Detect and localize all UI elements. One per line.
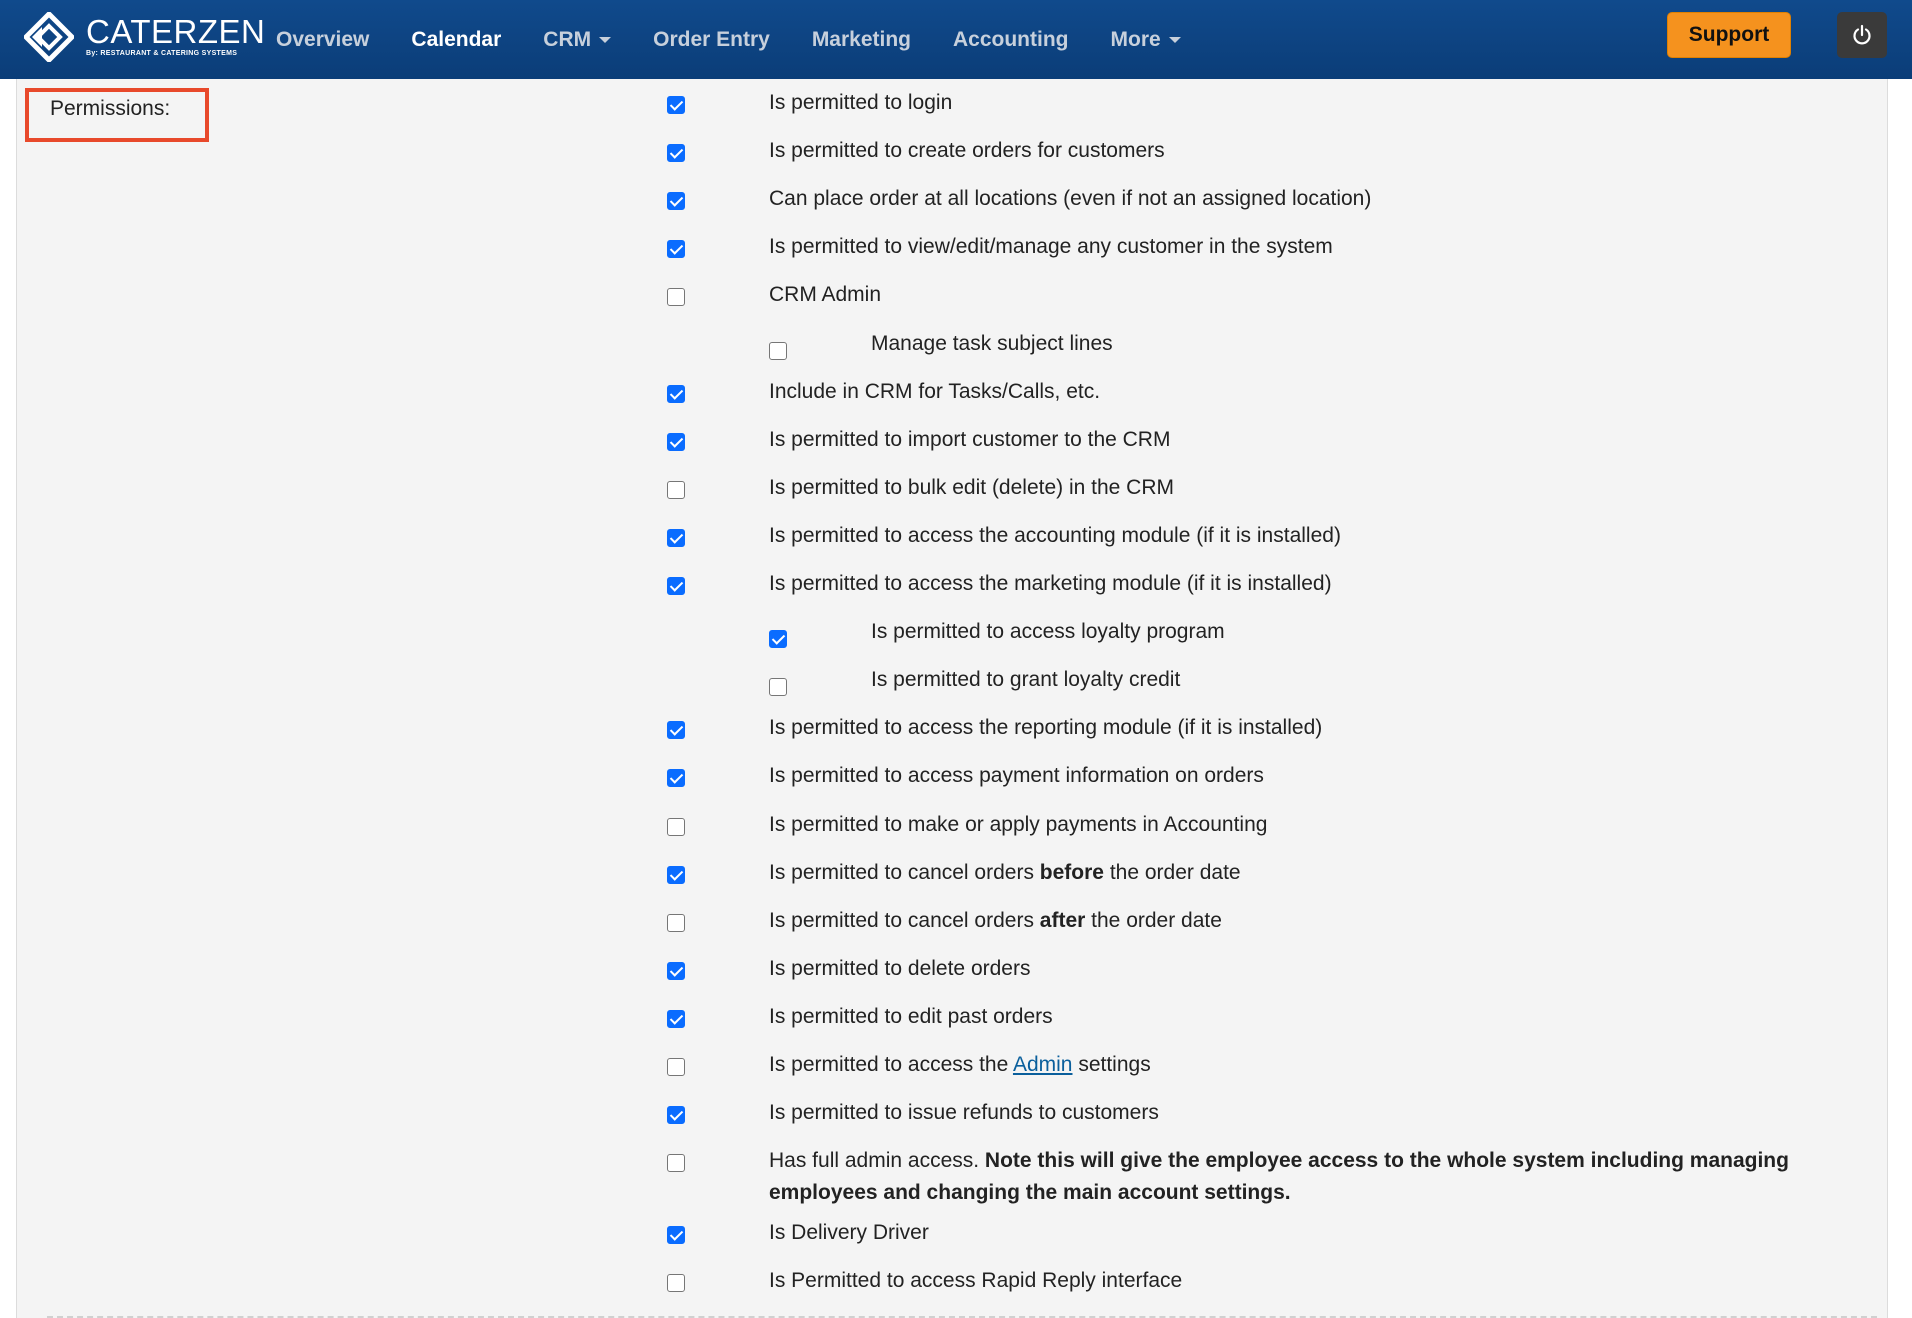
permission-label: Can place order at all locations (even if not an assigned location) <box>769 187 1372 211</box>
permission-label-part: settings <box>1072 1053 1151 1076</box>
permission-checkbox-checked[interactable] <box>667 433 685 451</box>
permission-checkbox-checked[interactable] <box>667 192 685 210</box>
permission-checkbox-unchecked[interactable] <box>667 1274 685 1292</box>
permission-label: Is permitted to login <box>769 91 953 114</box>
admin-link[interactable]: Admin <box>1012 1053 1073 1076</box>
permission-label: Is permitted to access the reporting module (if it is installed) <box>769 716 1323 740</box>
permission-label-part: the order date <box>1085 908 1222 932</box>
permission-checkbox-checked[interactable] <box>667 1010 685 1028</box>
permission-row <box>17 561 1889 609</box>
main-nav <box>276 0 1223 79</box>
permission-row <box>17 224 1889 272</box>
permission-checkbox-checked[interactable] <box>667 866 685 884</box>
permission-label: Is permitted to issue refunds to customers <box>769 1101 1159 1125</box>
permission-label-part: Is permitted to cancel orders <box>769 908 1040 932</box>
nav-item-accounting[interactable] <box>953 28 1069 52</box>
permission-label-emphasis: after <box>1039 908 1086 932</box>
permission-checkbox-unchecked[interactable] <box>667 914 685 932</box>
nav-item-marketing[interactable] <box>812 28 911 52</box>
permission-row <box>17 128 1889 176</box>
permission-checkbox-checked[interactable] <box>667 240 685 258</box>
support-button[interactable]: Support <box>1667 12 1791 58</box>
permission-label: Is Permitted to access Rapid Reply interface <box>769 1269 1183 1293</box>
permission-row <box>17 1138 1889 1205</box>
permission-label: Include in CRM for Tasks/Calls, etc. <box>769 379 1101 403</box>
permission-row <box>17 705 1889 753</box>
permission-label: CRM Admin <box>769 283 882 307</box>
permission-checkbox-checked[interactable] <box>667 577 685 595</box>
permission-checkbox-unchecked[interactable] <box>667 1058 685 1076</box>
permission-checkbox-checked[interactable] <box>667 1226 685 1244</box>
permission-row <box>17 513 1889 561</box>
permission-label-emphasis: Note this will give the employee access to the whole system including managing employees and changing the main account settings. <box>769 1149 1789 1205</box>
permission-label-part: Is permitted to cancel orders <box>769 860 1040 884</box>
permission-label <box>769 857 1241 889</box>
permission-label <box>769 905 1222 937</box>
permission-checkbox-unchecked[interactable] <box>667 1154 685 1172</box>
permission-row <box>17 80 1889 128</box>
permission-checkbox-unchecked[interactable] <box>769 678 787 696</box>
power-button[interactable] <box>1837 12 1887 58</box>
permission-checkbox-checked[interactable] <box>667 96 685 114</box>
nav-item-label: Order Entry <box>653 27 770 51</box>
permission-row <box>17 1042 1889 1090</box>
top-navbar <box>0 0 1912 79</box>
caret-down-icon <box>1169 37 1181 43</box>
permission-checkbox-checked[interactable] <box>667 1106 685 1124</box>
permission-label: Is permitted to access the marketing module (if it is installed) <box>769 572 1332 595</box>
permission-label-part: Has full admin access. <box>769 1149 985 1173</box>
permission-label-part: the order date <box>1103 860 1241 884</box>
nav-item-label: CRM <box>543 27 592 51</box>
permission-label: Is permitted to make or apply payments in Accounting <box>769 812 1268 836</box>
permission-row <box>17 1258 1889 1306</box>
nav-item-more[interactable] <box>1111 28 1181 52</box>
permission-label: Is Delivery Driver <box>769 1221 929 1245</box>
permission-label: Is permitted to delete orders <box>769 956 1031 980</box>
permission-row <box>17 753 1889 801</box>
nav-item-label: Overview <box>276 27 370 51</box>
permission-label: Manage task subject lines <box>871 331 1113 355</box>
permission-row <box>17 657 1889 705</box>
permission-row <box>17 369 1889 417</box>
permission-checkbox-checked[interactable] <box>667 385 685 403</box>
nav-item-order-entry[interactable] <box>653 28 770 52</box>
permission-label <box>769 1145 1869 1209</box>
permission-checkbox-checked[interactable] <box>667 962 685 980</box>
permission-row <box>17 850 1889 898</box>
nav-item-overview[interactable] <box>276 28 369 52</box>
permission-label: Is permitted to view/edit/manage any customer in the system <box>769 235 1333 259</box>
permission-checkbox-unchecked[interactable] <box>667 288 685 306</box>
permission-label: Is permitted to import customer to the CRM <box>769 427 1171 451</box>
permission-checkbox-checked[interactable] <box>667 529 685 547</box>
nav-item-label: Accounting <box>953 27 1069 51</box>
permission-checkbox-unchecked[interactable] <box>769 342 787 360</box>
permission-label: Is permitted to access the accounting module (if it is installed) <box>769 523 1341 547</box>
nav-item-label: Marketing <box>811 27 911 51</box>
permission-row <box>17 898 1889 946</box>
permission-label: Is permitted to grant loyalty credit <box>871 668 1181 692</box>
permission-row <box>17 465 1889 513</box>
nav-item-crm[interactable] <box>543 28 611 52</box>
caret-down-icon <box>599 37 611 43</box>
permission-label-part: Is permitted to access the <box>769 1053 1013 1076</box>
caterzen-logo-icon <box>24 12 74 62</box>
permission-checkbox-checked[interactable] <box>769 630 787 648</box>
permission-row <box>17 994 1889 1042</box>
permission-checkbox-checked[interactable] <box>667 144 685 162</box>
power-icon <box>1851 24 1873 46</box>
permission-label: Is permitted to access loyalty program <box>871 620 1225 644</box>
caterzen-logo[interactable] <box>24 12 265 62</box>
logo-name: CATERZEN <box>86 13 266 50</box>
permission-checkbox-checked[interactable] <box>667 769 685 787</box>
permission-label <box>769 1049 1151 1081</box>
permission-row <box>17 176 1889 224</box>
permission-row <box>17 802 1889 850</box>
nav-item-label: More <box>1110 27 1161 51</box>
permission-label: Is permitted to edit past orders <box>769 1004 1053 1028</box>
permission-row <box>17 1090 1889 1138</box>
permission-label: Is permitted to access payment information on orders <box>769 764 1264 788</box>
permission-row <box>17 946 1889 994</box>
permission-checkbox-unchecked[interactable] <box>667 481 685 499</box>
permission-row <box>17 1210 1889 1258</box>
permission-label: Is permitted to bulk edit (delete) in the CRM <box>769 475 1175 499</box>
permission-checkbox-unchecked[interactable] <box>667 818 685 836</box>
logo-subtitle: By: RESTAURANT & CATERING SYSTEMS <box>86 50 238 57</box>
permission-row <box>17 609 1889 657</box>
nav-item-label: Calendar <box>411 27 502 51</box>
permission-label: Is permitted to create orders for customers <box>769 139 1165 163</box>
permissions-panel <box>16 79 1888 1318</box>
nav-item-calendar[interactable] <box>411 28 501 52</box>
permission-row <box>17 321 1889 369</box>
permission-row <box>17 272 1889 320</box>
permission-label-emphasis: before <box>1039 860 1104 884</box>
permission-row <box>17 417 1889 465</box>
permission-checkbox-checked[interactable] <box>667 721 685 739</box>
permissions-label: Permissions: <box>50 97 171 120</box>
